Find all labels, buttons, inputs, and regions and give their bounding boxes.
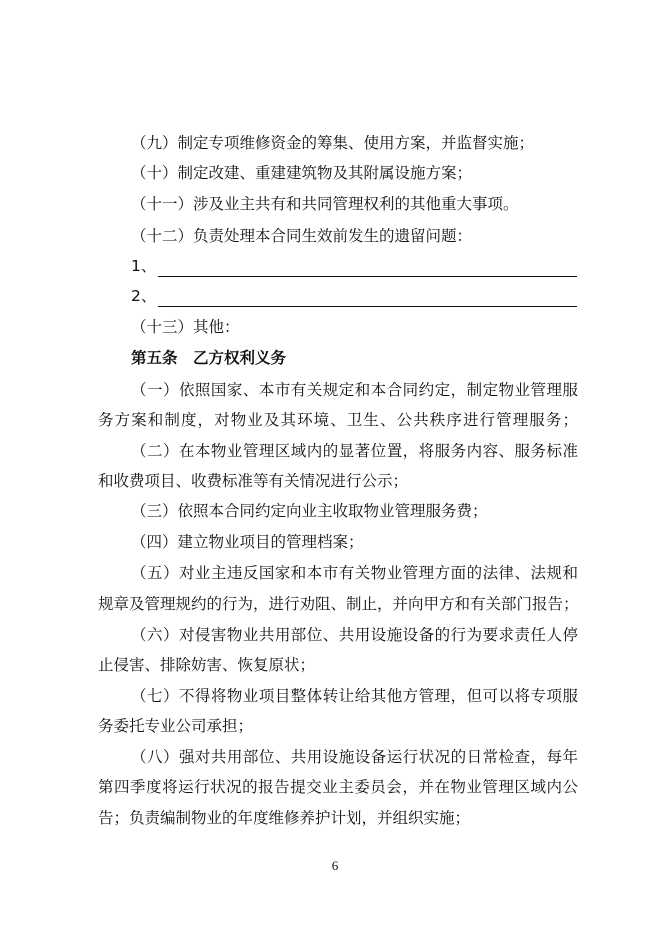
duty-8-line-1: （八）强对共用部位、共用设施设备运行状况的日常检查，每年 — [131, 748, 578, 766]
fill-in-line — [158, 276, 577, 277]
duty-2-line-1: （二）在本物业管理区域内的显著位置，将服务内容、服务标准 — [131, 442, 578, 460]
duty-7-line-2: 务委托专业公司承担； — [98, 717, 254, 735]
blank-item-1 — [131, 256, 577, 278]
page-number: 6 — [331, 858, 339, 873]
duty-8-line-3: 告；负责编制物业的年度维修养护计划，并组织实施； — [98, 809, 471, 827]
article-5-heading: 第五条 乙方权利义务 — [131, 349, 287, 367]
duty-8-line-2: 第四季度将运行状况的报告提交业主委员会，并在物业管理区域内公 — [98, 778, 578, 796]
fill-in-line — [158, 306, 577, 307]
blank-item-number: 2、 — [131, 287, 157, 305]
blank-item-number: 1、 — [131, 257, 157, 275]
blank-item-2 — [131, 286, 577, 308]
clause-11: （十一）涉及业主共有和共同管理权利的其他重大事项。 — [131, 195, 519, 213]
duty-1-line-2: 务方案和制度，对物业及其环境、卫生、公共秩序进行管理服务； — [98, 411, 578, 429]
duty-7-line-1: （七）不得将物业项目整体转让给其他方管理，但可以将专项服 — [131, 687, 578, 705]
duty-5-line-1: （五）对业主违反国家和本市有关物业管理方面的法律、法规和 — [131, 564, 578, 582]
duty-3: （三）依照本合同约定向业主收取物业管理服务费； — [131, 502, 488, 520]
clause-12: （十二）负责处理本合同生效前发生的遗留问题： — [131, 227, 473, 245]
clause-10: （十）制定改建、重建建筑物及其附属设施方案； — [131, 164, 473, 182]
clause-9: （九）制定专项维修资金的筹集、使用方案，并监督实施； — [131, 134, 535, 152]
duty-1-line-1: （一）依照国家、本市有关规定和本合同约定，制定物业管理服 — [131, 381, 578, 399]
duty-4: （四）建立物业项目的管理档案； — [131, 533, 364, 551]
duty-5-line-2: 规章及管理规约的行为，进行劝阻、制止，并向甲方和有关部门报告； — [98, 595, 579, 613]
duty-2-line-2: 和收费项目、收费标准等有关情况进行公示； — [98, 472, 409, 490]
duty-6-line-1: （六）对侵害物业共用部位、共用设施设备的行为要求责任人停 — [131, 626, 578, 644]
clause-13: （十三）其他： — [131, 318, 240, 336]
duty-6-line-2: 止侵害、排除妨害、恢复原状； — [98, 656, 316, 674]
